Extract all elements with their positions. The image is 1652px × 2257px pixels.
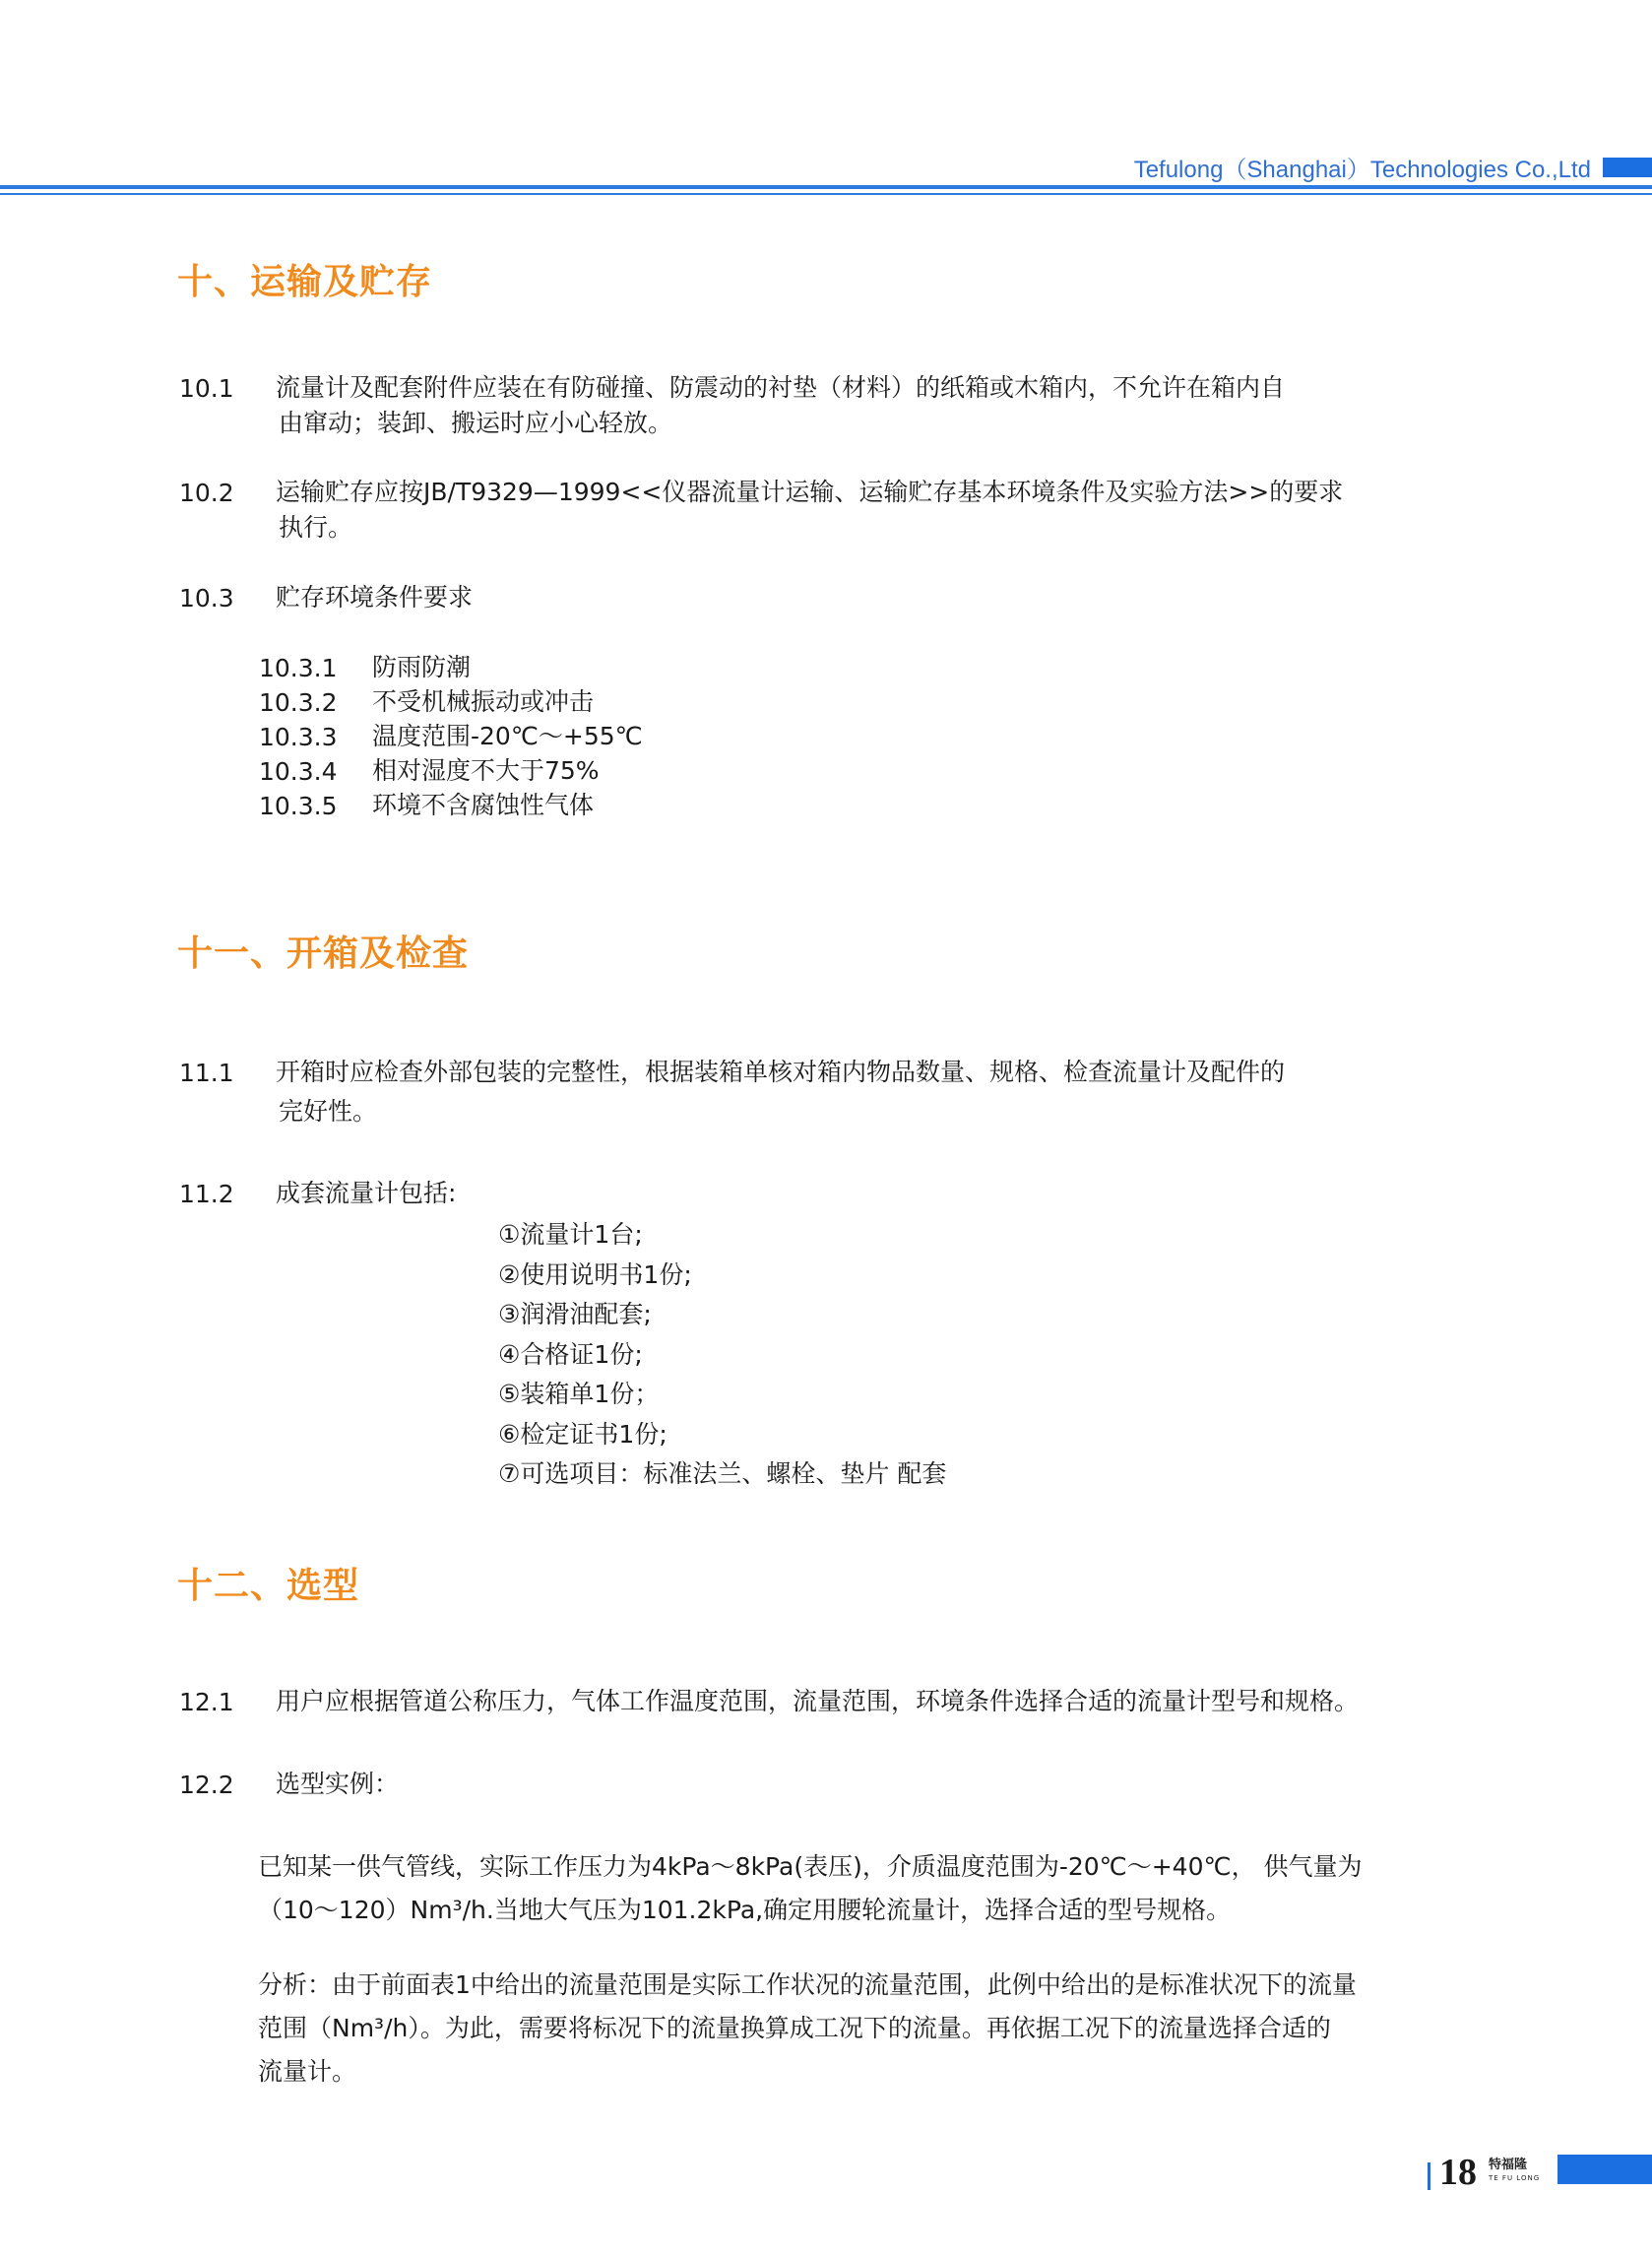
analysis-line: 流量计。	[258, 2057, 357, 2086]
clause-line: 流量计及配套附件应装在有防碰撞、防震动的衬垫（材料）的纸箱或木箱内，不允许在箱内自	[276, 373, 1286, 402]
analysis-line: 分析：由于前面表1中给出的流量范围是实际工作状况的流量范围，此例中给出的是标准状况下的流量	[258, 1970, 1357, 1999]
header-rule	[0, 185, 1652, 189]
clause-line: 运输贮存应按JB/T9329—1999<<仪器流量计运输、运输贮存基本环境条件及实验方法>>的要求	[276, 478, 1344, 506]
clause-text: 成套流量计包括:	[276, 1179, 457, 1207]
footer-brand-en: TE FU LONG	[1489, 2174, 1541, 2182]
sub-clause-number: 10.3.5	[259, 792, 338, 820]
list-item: ⑥检定证书1份;	[498, 1419, 667, 1449]
sub-clause-text: 防雨防潮	[372, 653, 472, 681]
section-title-unpacking: 十一、开箱及检查	[177, 934, 470, 974]
section-title-transport: 十、运输及贮存	[177, 262, 433, 302]
list-item: ②使用说明书1份;	[498, 1259, 692, 1289]
sub-clause-number: 10.3.3	[259, 723, 338, 751]
analysis-line: 范围（Nm³/h）。为此，需要将标况下的流量换算成工况下的流量。再依据工况下的流量选择合适的	[258, 2014, 1331, 2042]
clause-text	[276, 475, 1343, 546]
analysis-paragraph	[258, 1964, 1357, 2094]
list-item: ⑦可选项目：标准法兰、螺栓、垫片 配套	[498, 1459, 947, 1488]
clause-number: 11.2	[179, 1180, 234, 1208]
example-paragraph	[258, 1845, 1363, 1932]
clause-text: 用户应根据管道公称压力，气体工作温度范围，流量范围，环境条件选择合适的流量计型号和规格。	[276, 1687, 1360, 1715]
company-name: Tefulong（Shanghai）Technologies Co.,Ltd	[1133, 157, 1591, 183]
footer-divider	[1428, 2162, 1430, 2190]
clause-line: 执行。	[279, 513, 353, 542]
clause-number: 10.2	[179, 479, 234, 507]
list-item: ③润滑油配套;	[498, 1300, 652, 1328]
header-rule-thin	[0, 193, 1652, 195]
package-list	[498, 1215, 946, 1495]
footer-brand-cn: 特福隆	[1489, 2158, 1528, 2172]
sub-clause-number: 10.3.2	[259, 688, 338, 717]
clause-text	[276, 1055, 1285, 1129]
clause-line: 开箱时应检查外部包装的完整性，根据装箱单核对箱内物品数量、规格、检查流量计及配件的	[276, 1058, 1286, 1086]
list-item: ①流量计1台;	[498, 1220, 643, 1249]
clause-text	[276, 370, 1285, 441]
sub-clause-text: 温度范围-20℃～+55℃	[372, 722, 643, 750]
clause-line: 由窜动；装卸、搬运时应小心轻放。	[279, 409, 673, 437]
footer-accent-block	[1557, 2155, 1652, 2184]
page-number: 18	[1439, 2152, 1477, 2193]
clause-line: 完好性。	[279, 1097, 378, 1126]
example-line: 已知某一供气管线，实际工作压力为4kPa～8kPa(表压)，介质温度范围为-20℃～+40℃， 供气量为	[258, 1852, 1363, 1881]
section-title-selection: 十二、选型	[177, 1566, 360, 1606]
clause-text: 选型实例：	[276, 1770, 400, 1798]
list-item: ④合格证1份;	[498, 1339, 643, 1369]
sub-clause-number: 10.3.4	[259, 757, 338, 786]
clause-number: 11.1	[179, 1059, 234, 1087]
clause-number: 10.3	[179, 584, 234, 613]
example-line: （10～120）Nm³/h.当地大气压为101.2kPa,确定用腰轮流量计，选择合适的型号规格。	[258, 1896, 1232, 1924]
sub-clause-text: 相对湿度不大于75%	[372, 756, 600, 785]
header-accent-block	[1603, 158, 1652, 177]
clause-number: 12.1	[179, 1688, 234, 1716]
sub-clause-text: 不受机械振动或冲击	[372, 687, 595, 716]
sub-clause-text: 环境不含腐蚀性气体	[372, 791, 595, 819]
clause-number: 10.1	[179, 374, 234, 403]
sub-clause-number: 10.3.1	[259, 654, 338, 682]
list-item: ⑤装箱单1份；	[498, 1380, 660, 1408]
clause-number: 12.2	[179, 1771, 234, 1799]
clause-text: 贮存环境条件要求	[276, 583, 474, 612]
